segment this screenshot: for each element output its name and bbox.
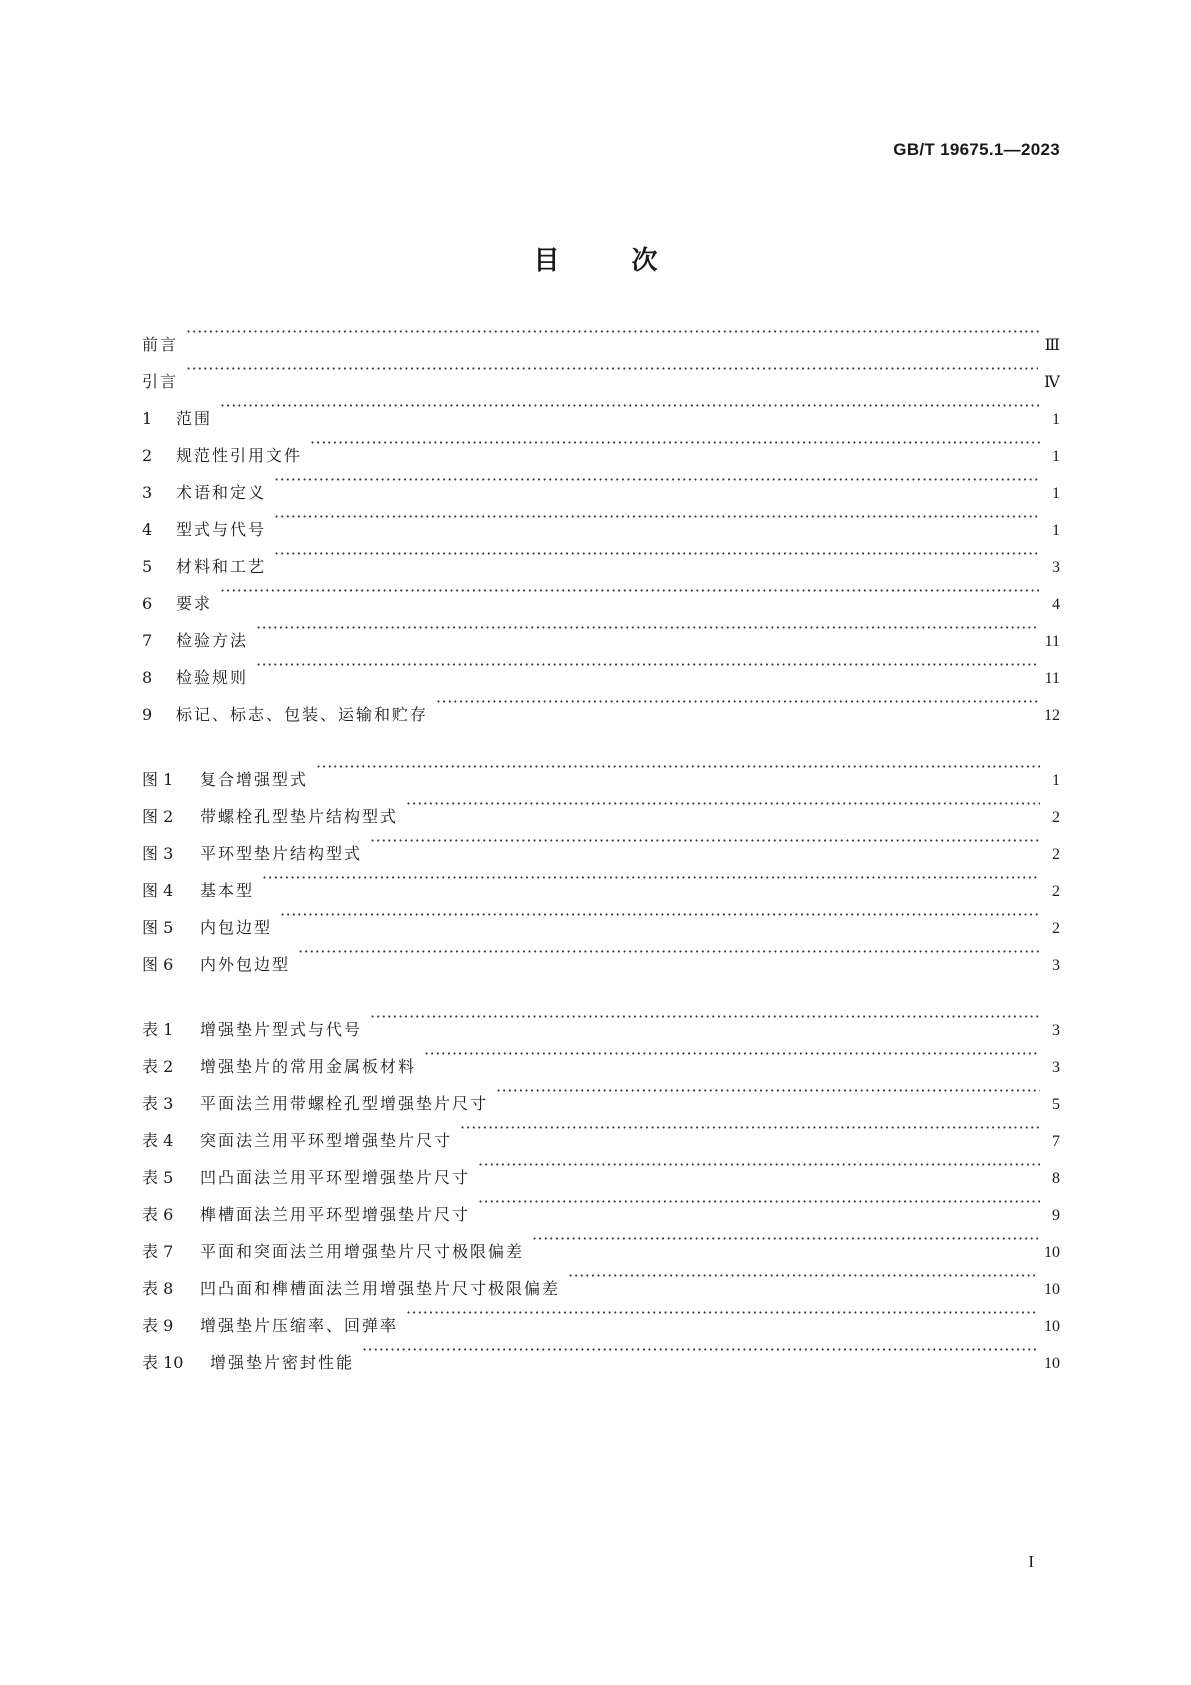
toc-entry-page: 10	[1044, 1281, 1060, 1298]
toc-entry-table[interactable]	[142, 998, 1060, 1039]
toc-entry-number: 4	[142, 520, 153, 539]
toc-leader-dots	[568, 1257, 1038, 1294]
toc-entry-page: 12	[1044, 707, 1060, 724]
toc-leader-dots	[316, 748, 1040, 785]
toc-entry-number: 表 4	[142, 1131, 174, 1150]
toc-leader-dots	[186, 350, 1038, 387]
toc-entry-label: 规范性引用文件	[176, 446, 303, 465]
toc-entry-label: 引言	[142, 372, 179, 391]
toc-entry-label: 范围	[176, 409, 213, 428]
toc-entry-label: 要求	[176, 594, 213, 613]
toc-entry-label: 复合增强型式	[200, 770, 309, 789]
toc-entry-section[interactable]	[142, 535, 1060, 576]
toc-entry-label: 检验规则	[176, 668, 249, 687]
toc-leader-dots	[298, 933, 1040, 970]
toc-entry-page: 1	[1052, 448, 1060, 465]
toc-leader-dots	[436, 683, 1038, 720]
toc-entry-page: 9	[1052, 1207, 1060, 1224]
toc-leader-dots	[478, 1183, 1040, 1220]
toc-entry-figure[interactable]	[142, 748, 1060, 789]
toc-entry-number: 图 3	[142, 844, 174, 863]
toc-leader-dots	[406, 785, 1040, 822]
toc-entry-section[interactable]	[142, 461, 1060, 502]
toc-entry-foreword[interactable]	[142, 313, 1060, 354]
toc-leader-dots	[220, 572, 1040, 609]
toc-entry-number: 9	[142, 705, 153, 724]
toc-entry-number: 表 10	[142, 1353, 184, 1372]
toc-entry-page: 2	[1052, 883, 1060, 900]
toc-entry-label: 增强垫片密封性能	[210, 1353, 355, 1372]
toc-leader-dots	[256, 646, 1039, 683]
toc-leader-dots	[274, 535, 1040, 572]
toc-leader-dots	[460, 1109, 1040, 1146]
toc-entry-label: 平环型垫片结构型式	[200, 844, 363, 863]
toc-leader-dots	[310, 424, 1040, 461]
toc-entry-page: 3	[1052, 559, 1060, 576]
toc-leader-dots	[424, 1035, 1040, 1072]
toc-entry-label: 带螺栓孔型垫片结构型式	[200, 807, 399, 826]
toc-entry-page: Ⅲ	[1044, 337, 1060, 354]
toc-leader-dots	[220, 387, 1040, 424]
toc-entry-section[interactable]	[142, 387, 1060, 428]
toc-entry-page: 10	[1044, 1355, 1060, 1372]
toc-leader-dots	[362, 1331, 1038, 1368]
toc-entry-section[interactable]	[142, 609, 1060, 650]
toc-entry-page: 11	[1044, 670, 1060, 687]
toc-entry-section[interactable]	[142, 498, 1060, 539]
toc-entry-page: 2	[1052, 809, 1060, 826]
toc-leader-dots	[370, 822, 1040, 859]
toc-entry-label: 平面和突面法兰用增强垫片尺寸极限偏差	[200, 1242, 525, 1261]
toc-entry-number: 表 1	[142, 1020, 174, 1039]
toc-entry-number: 8	[142, 668, 153, 687]
toc-entry-label: 术语和定义	[176, 483, 267, 502]
toc-entry-label: 检验方法	[176, 631, 249, 650]
toc-entry-number: 表 7	[142, 1242, 174, 1261]
toc-entry-number: 图 6	[142, 955, 174, 974]
toc-entry-number: 图 5	[142, 918, 174, 937]
toc-entry-page: 3	[1052, 1022, 1060, 1039]
toc-entry-page: 10	[1044, 1318, 1060, 1335]
toc-entry-number: 图 4	[142, 881, 174, 900]
toc-entry-number: 表 5	[142, 1168, 174, 1187]
page-title: 目次	[533, 246, 730, 276]
toc-entry-label: 增强垫片压缩率、回弹率	[200, 1316, 399, 1335]
toc-entry-label: 凹凸面法兰用平环型增强垫片尺寸	[200, 1168, 471, 1187]
toc-leader-dots	[406, 1294, 1038, 1331]
toc-leader-dots	[370, 998, 1040, 1035]
toc-entry-figure[interactable]	[142, 859, 1060, 900]
toc-entry-page: 3	[1052, 1059, 1060, 1076]
toc-entry-label: 前言	[142, 335, 179, 354]
standard-number: GB/T 19675.1—2023	[893, 140, 1060, 159]
toc-entry-page: 2	[1052, 846, 1060, 863]
toc-entry-page: 11	[1044, 633, 1060, 650]
toc-leader-dots	[274, 461, 1040, 498]
toc-entry-introduction[interactable]	[142, 350, 1060, 391]
toc-entry-page: 4	[1052, 596, 1060, 613]
toc-leader-dots	[280, 896, 1040, 933]
toc-entry-page: Ⅳ	[1044, 374, 1060, 391]
toc-entry-number: 2	[142, 446, 153, 465]
toc-leader-dots	[496, 1072, 1040, 1109]
toc-entry-label: 材料和工艺	[176, 557, 267, 576]
toc-entry-number: 表 9	[142, 1316, 174, 1335]
toc-entry-page: 2	[1052, 920, 1060, 937]
toc-leader-dots	[186, 313, 1039, 350]
toc-entry-label: 突面法兰用平环型增强垫片尺寸	[200, 1131, 453, 1150]
toc-entry-section[interactable]	[142, 424, 1060, 465]
toc-entry-label: 平面法兰用带螺栓孔型增强垫片尺寸	[200, 1094, 489, 1113]
toc-entry-figure[interactable]	[142, 933, 1060, 974]
toc-entry-label: 型式与代号	[176, 520, 267, 539]
toc-leader-dots	[262, 859, 1040, 896]
toc-entry-number: 图 1	[142, 770, 174, 789]
toc-entry-page: 10	[1044, 1244, 1060, 1261]
toc-entry-number: 表 2	[142, 1057, 174, 1076]
toc-leader-dots	[478, 1146, 1040, 1183]
toc-entry-number: 6	[142, 594, 153, 613]
toc-entry-page: 5	[1052, 1096, 1060, 1113]
toc-leader-dots	[256, 609, 1039, 646]
toc-leader-dots	[532, 1220, 1038, 1257]
toc-entry-section[interactable]	[142, 646, 1060, 687]
toc-entry-page: 8	[1052, 1170, 1060, 1187]
toc-entry-number: 3	[142, 483, 153, 502]
toc-entry-page: 7	[1052, 1133, 1060, 1150]
page-number: I	[1028, 1552, 1034, 1571]
toc-entry-number: 图 2	[142, 807, 174, 826]
toc-entry-number: 5	[142, 557, 153, 576]
toc-entry-label: 内外包边型	[200, 955, 291, 974]
toc-entry-page: 1	[1052, 522, 1060, 539]
toc-entry-section[interactable]	[142, 683, 1060, 724]
toc-entry-label: 榫槽面法兰用平环型增强垫片尺寸	[200, 1205, 471, 1224]
toc-entry-number: 表 8	[142, 1279, 174, 1298]
toc-entry-label: 凹凸面和榫槽面法兰用增强垫片尺寸极限偏差	[200, 1279, 561, 1298]
toc-entry-page: 1	[1052, 772, 1060, 789]
toc-entry-number: 1	[142, 409, 153, 428]
toc-entry-page: 3	[1052, 957, 1060, 974]
toc-entry-label: 增强垫片的常用金属板材料	[200, 1057, 417, 1076]
toc-entry-figure[interactable]	[142, 896, 1060, 937]
toc-entry-page: 1	[1052, 411, 1060, 428]
toc-entry-section[interactable]	[142, 572, 1060, 613]
toc-entry-label: 增强垫片型式与代号	[200, 1020, 363, 1039]
toc-entry-label: 基本型	[200, 881, 255, 900]
toc-entry-number: 表 3	[142, 1094, 174, 1113]
table-of-contents	[142, 313, 1060, 1372]
toc-entry-number: 7	[142, 631, 153, 650]
toc-entry-label: 标记、标志、包装、运输和贮存	[176, 705, 429, 724]
toc-leader-dots	[274, 498, 1040, 535]
toc-entry-label: 内包边型	[200, 918, 273, 937]
toc-entry-number: 表 6	[142, 1205, 174, 1224]
toc-entry-page: 1	[1052, 485, 1060, 502]
